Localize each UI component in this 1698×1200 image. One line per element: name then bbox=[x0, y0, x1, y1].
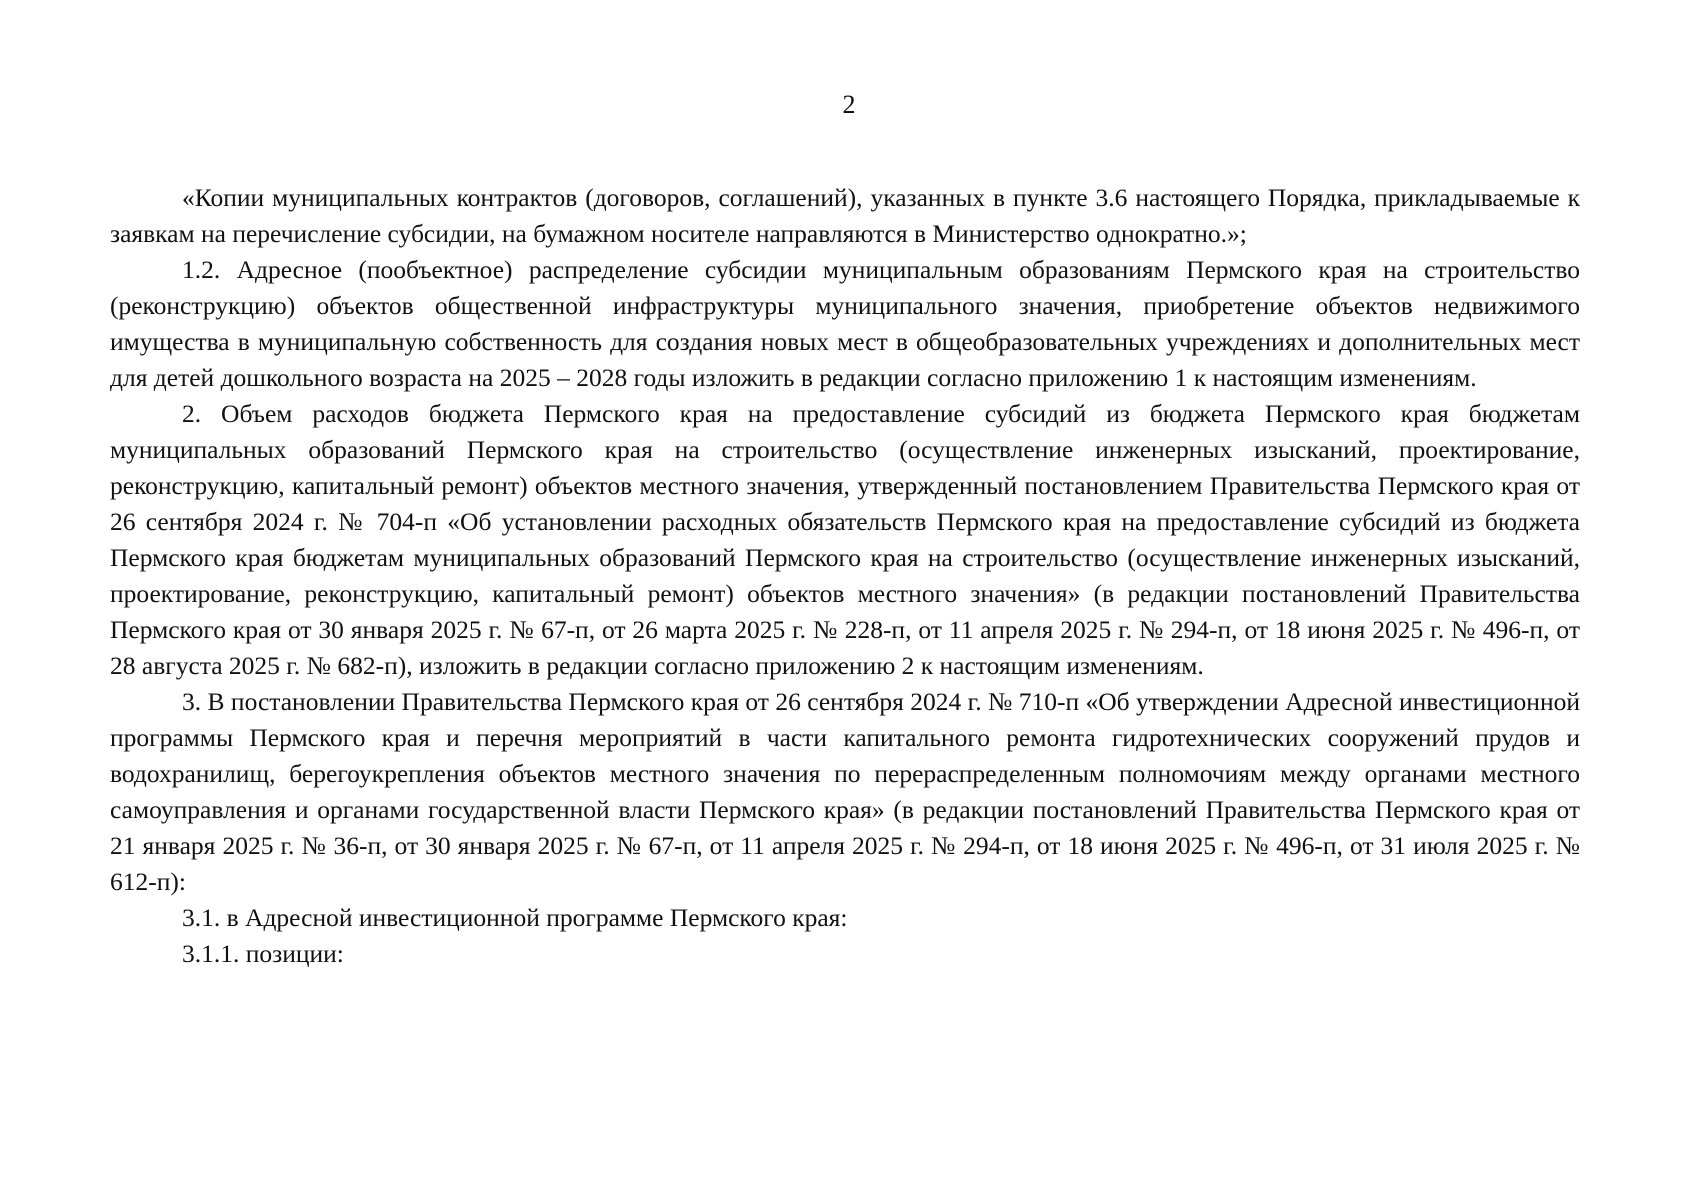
page-number: 2 bbox=[842, 90, 856, 119]
document-body bbox=[110, 180, 1580, 972]
paragraph-1-2: 1.2. Адресное (пообъектное) распределение субсидии муниципальным образованиям Пермского края на строительство (реконструкцию) объектов общественной инфраструктуры муниципального значения, приобретение объектов недвижимого имущества в муниципальную собственность для создания новых мест в общеобразовательных учреждениях и дополнительных мест для детей дошкольного возраста на 2025 – 2028 годы изложить в редакции согласно приложению 1 к настоящим изменениям. bbox=[110, 255, 1580, 392]
paragraph-3-1-1: 3.1.1. позиции: bbox=[182, 939, 344, 968]
paragraph-2: 2. Объем расходов бюджета Пермского края на предоставление субсидий из бюджета Пермского края бюджетам муниципальных образований Пермского края на строительство (осуществление инженерных изысканий, проектирование, реконструкцию, капитальный ремонт) объектов местного значения, утвержденный постановлением Правительства Пермского края от 26 сентября 2024 г. № 704-п «Об установлении расходных обязательств Пермского края на предоставление субсидий из бюджета Пермского края бюджетам муниципальных образований Пермского края на строительство (осуществление инженерных изысканий, проектирование, реконструкцию, капитальный ремонт) объектов местного значения» (в редакции постановлений Правительства Пермского края от 30 января 2025 г. № 67-п, от 26 марта 2025 г. № 228-п, от 11 апреля 2025 г. № 294-п, от 18 июня 2025 г. № 496-п, от 28 августа 2025 г. № 682-п), изложить в редакции согласно приложению 2 к настоящим изменениям. bbox=[110, 399, 1580, 680]
paragraph-3-1: 3.1. в Адресной инвестиционной программе Пермского края: bbox=[182, 903, 848, 932]
paragraph-3: 3. В постановлении Правительства Пермского края от 26 сентября 2024 г. № 710-п «Об утверждении Адресной инвестиционной программы Пермского края и перечня мероприятий в части капитального ремонта гидротехнических сооружений прудов и водохранилищ, берегоукрепления объектов местного значения по перераспределенным полномочиям между органами местного самоуправления и органами государственной власти Пермского края» (в редакции постановлений Правительства Пермского края от 21 января 2025 г. № 36-п, от 30 января 2025 г. № 67-п, от 11 апреля 2025 г. № 294-п, от 18 июня 2025 г. № 496-п, от 31 июля 2025 г. № 612-п): bbox=[110, 687, 1580, 896]
paragraph-copies-contracts: «Копии муниципальных контрактов (договоров, соглашений), указанных в пункте 3.6 настоящего Порядка, прикладываемые к заявкам на перечисление субсидии, на бумажном носителе направляются в Министерство однократно.»; bbox=[110, 183, 1580, 248]
